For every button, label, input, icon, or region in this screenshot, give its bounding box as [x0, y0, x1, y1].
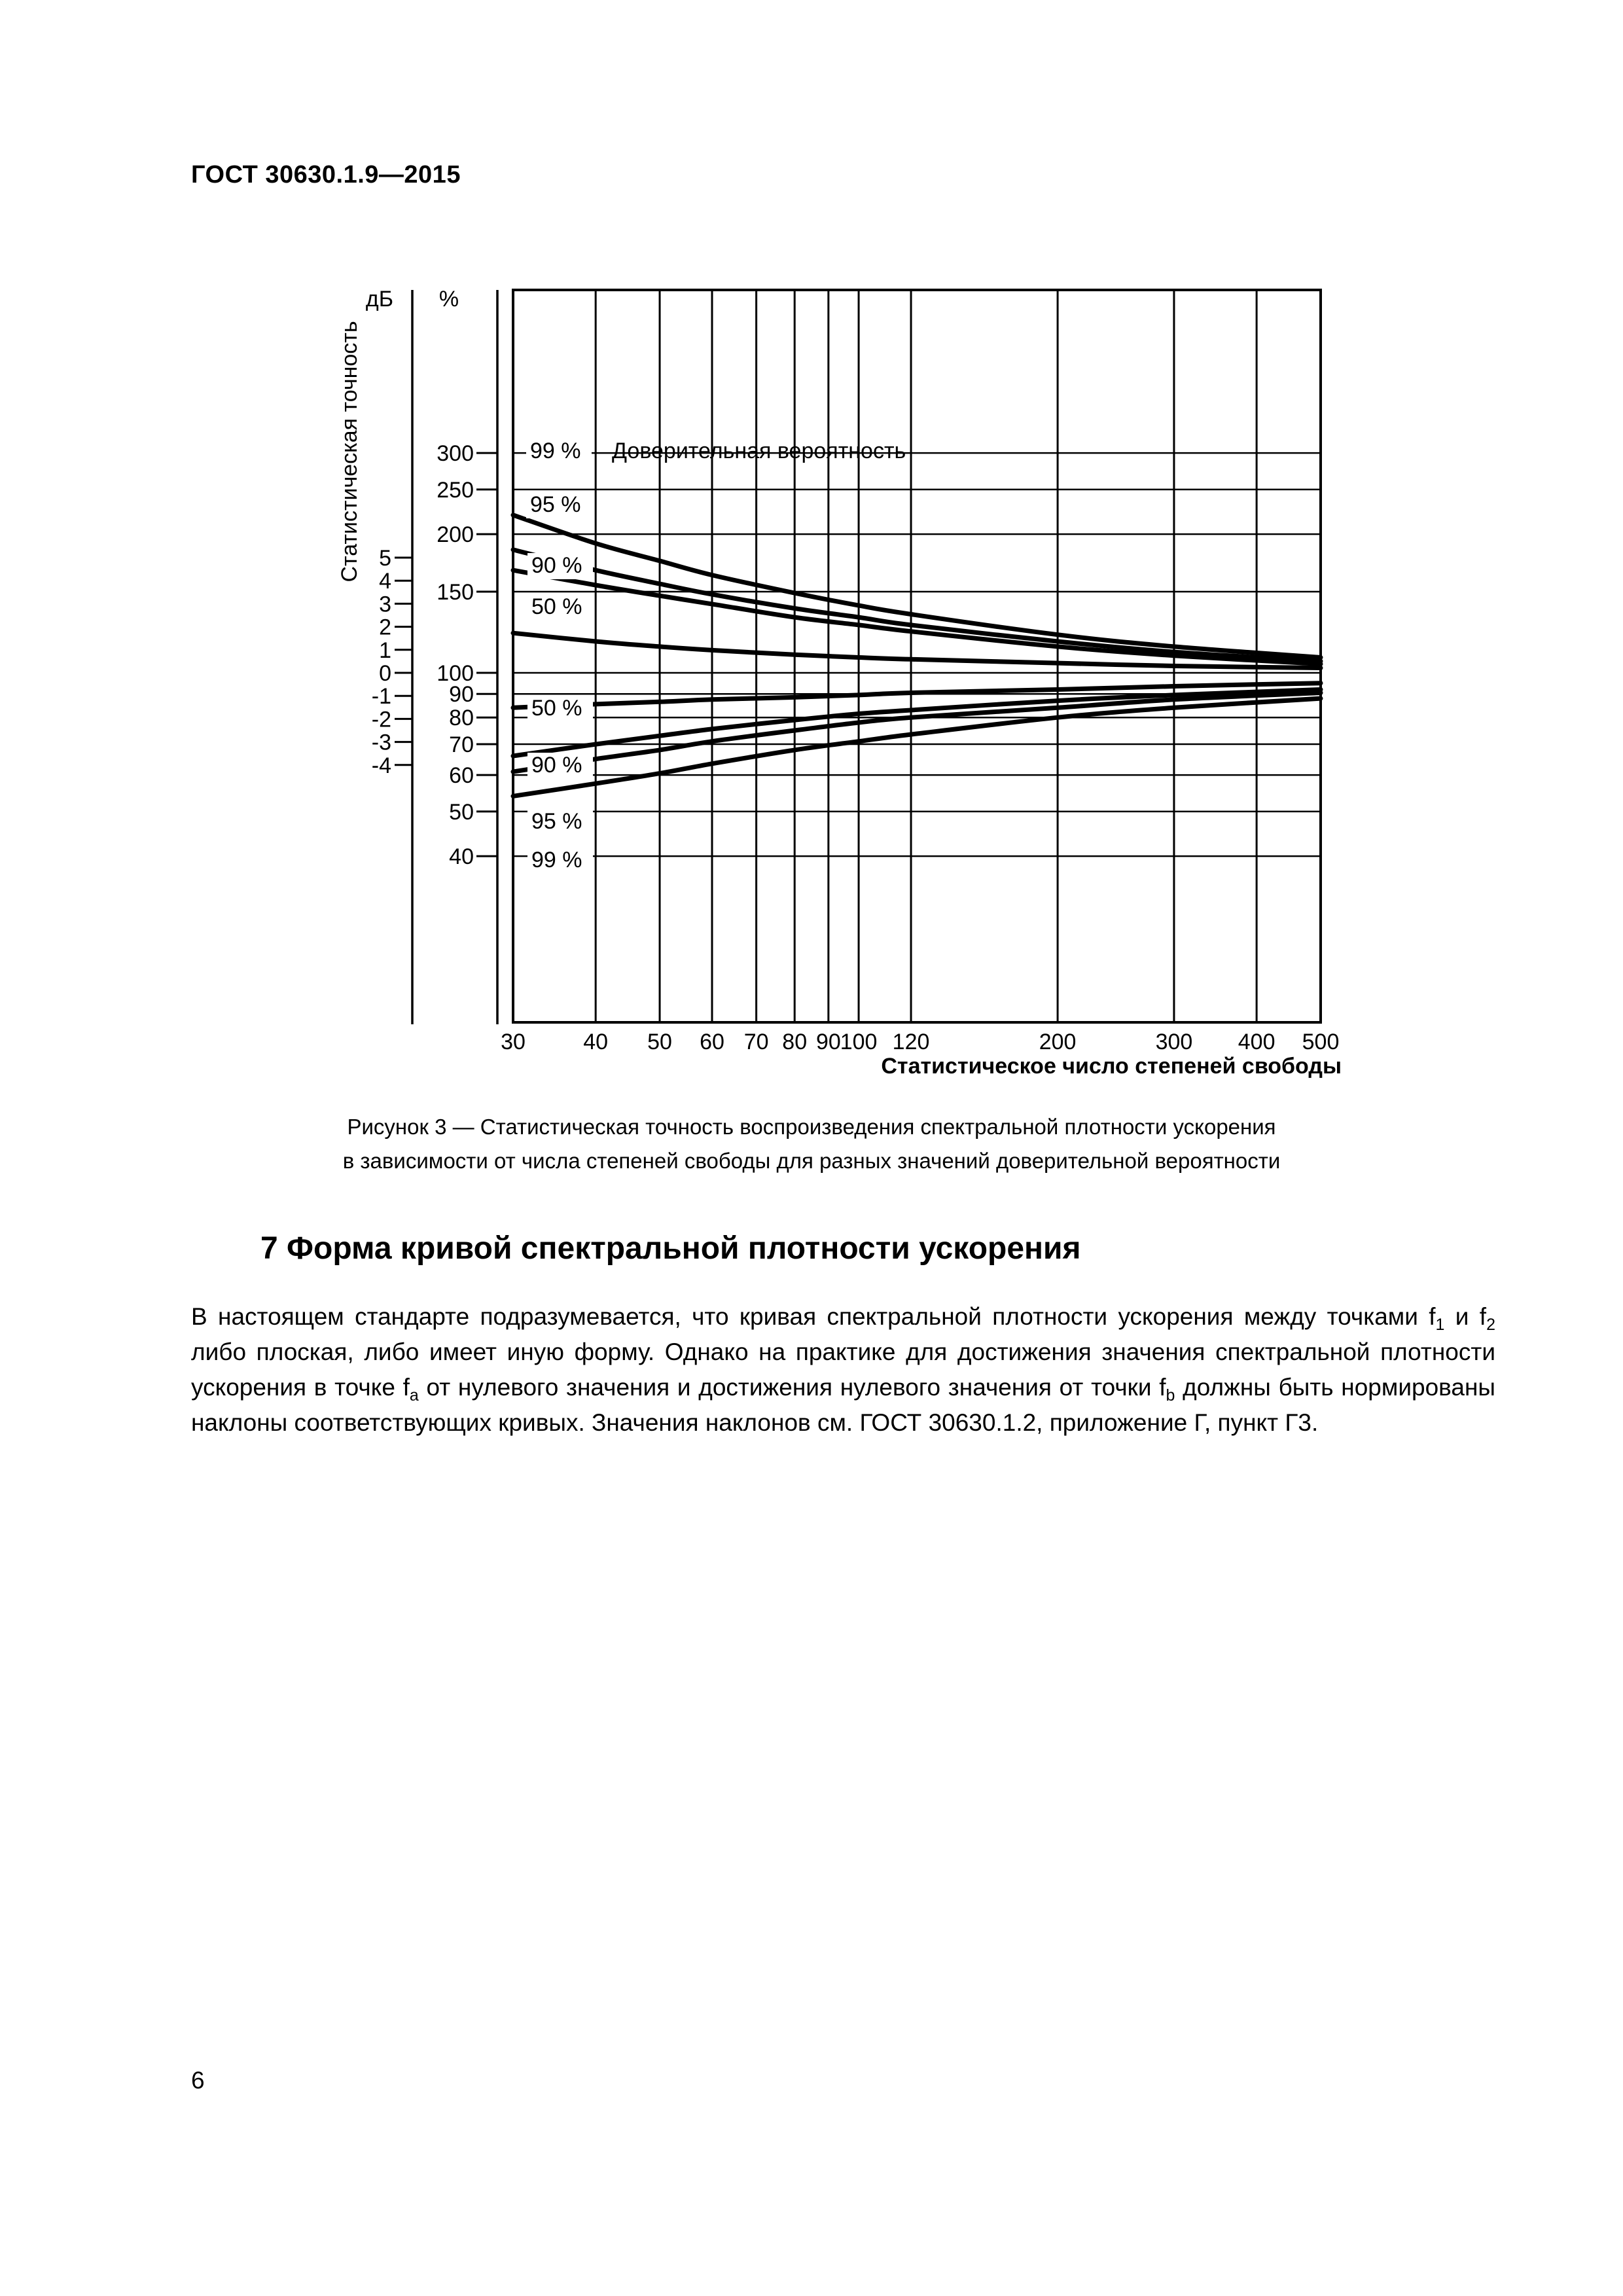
chart-axes — [395, 290, 497, 1024]
db-tick-label: 5 — [379, 546, 391, 571]
percent-tick-label: 60 — [449, 763, 474, 789]
percent-tick-label: 150 — [437, 580, 474, 605]
db-tick-label: -4 — [371, 753, 391, 778]
x-tick-label: 500 — [1302, 1030, 1340, 1054]
x-tick-label: 90 — [815, 1030, 841, 1054]
series-label-upper: 95 % — [530, 492, 581, 517]
y-axis-label: Статистическая точность — [337, 321, 362, 583]
subscript: 1 — [1435, 1316, 1445, 1334]
chart-curves — [513, 515, 1321, 797]
x-tick-label: 70 — [743, 1030, 769, 1054]
document-header: ГОСТ 30630.1.9—2015 — [191, 161, 461, 188]
db-tick-label: 3 — [379, 592, 391, 617]
percent-tick-label: 70 — [449, 732, 474, 758]
body-paragraph — [191, 1299, 1495, 1441]
percent-tick-label: 50 — [449, 799, 474, 825]
db-tick-label: 4 — [379, 569, 391, 594]
percent-tick-label: 100 — [437, 661, 474, 686]
percent-tick-label: 250 — [437, 477, 474, 503]
chart-labels — [337, 287, 1342, 1079]
percent-tick-label: 90 — [449, 682, 474, 708]
percent-tick-label: 200 — [437, 522, 474, 548]
percent-unit-label: % — [438, 287, 459, 312]
figure-caption-line-2: в зависимости от числа степеней свободы для разных значений доверительной вероятности — [342, 1149, 1281, 1173]
series-label-upper: 90 % — [531, 553, 582, 578]
subscript: b — [1166, 1386, 1175, 1405]
x-tick-label: 120 — [892, 1030, 930, 1054]
series-label-upper: 50 % — [531, 594, 582, 619]
x-tick-label: 40 — [583, 1030, 609, 1054]
x-axis-label: Статистическое число степеней свободы — [881, 1054, 1342, 1079]
x-tick-label: 30 — [501, 1030, 526, 1054]
page-number: 6 — [191, 2067, 205, 2094]
db-tick-label: 2 — [379, 615, 391, 640]
subscript: 2 — [1486, 1316, 1495, 1334]
percent-tick-label: 300 — [437, 441, 474, 467]
x-tick-label: 100 — [840, 1030, 878, 1054]
series-label-upper: 99 % — [530, 439, 581, 463]
db-unit-label: дБ — [365, 287, 394, 312]
paragraph-text: В настоящем стандарте подразумевается, что кривая спектральной плотности ускорения между точками f — [191, 1303, 1436, 1330]
db-tick-label: -3 — [371, 730, 391, 755]
paragraph-text: от нулевого значения и достижения нулевого значения от точки f — [418, 1374, 1166, 1401]
x-tick-label: 300 — [1155, 1030, 1193, 1054]
legend-title: Доверительная вероятность — [612, 439, 906, 463]
paragraph-text: должны быть нормированы наклоны соответствующих кривых. Значения наклонов см. ГОСТ 30630.1.2, приложение Г, пункт Г3. — [191, 1374, 1495, 1436]
series-label-lower: 90 % — [531, 753, 582, 778]
db-tick-label: -1 — [371, 684, 391, 709]
percent-tick-label: 80 — [449, 706, 474, 731]
section-title: 7 Форма кривой спектральной плотности ускорения — [260, 1231, 1081, 1266]
x-tick-label: 60 — [700, 1030, 724, 1054]
accuracy-chart — [0, 0, 1623, 1100]
db-tick-label: 1 — [379, 637, 391, 663]
x-tick-label: 400 — [1238, 1030, 1275, 1054]
figure-caption-line-1: Рисунок 3 — Статистическая точность воспроизведения спектральной плотности ускорения — [347, 1115, 1276, 1139]
series-label-lower: 50 % — [531, 696, 582, 721]
series-label-lower: 95 % — [531, 809, 582, 834]
curve-upper-99-percent — [513, 515, 1321, 658]
x-tick-label: 200 — [1039, 1030, 1077, 1054]
curve-lower-99-percent — [513, 698, 1321, 796]
series-label-lower: 99 % — [531, 848, 582, 872]
db-tick-label: -2 — [371, 707, 391, 732]
x-tick-label: 80 — [782, 1030, 808, 1054]
paragraph-text: и f — [1444, 1303, 1487, 1330]
x-tick-label: 50 — [647, 1030, 672, 1054]
paragraph-text: либо плоская, либо имеет иную форму. Однако на практике для достижения значения спектральной плотности ускорения в точке f — [191, 1338, 1495, 1401]
percent-tick-label: 40 — [449, 844, 474, 870]
db-tick-label: 0 — [379, 661, 391, 686]
subscript: a — [409, 1386, 419, 1405]
